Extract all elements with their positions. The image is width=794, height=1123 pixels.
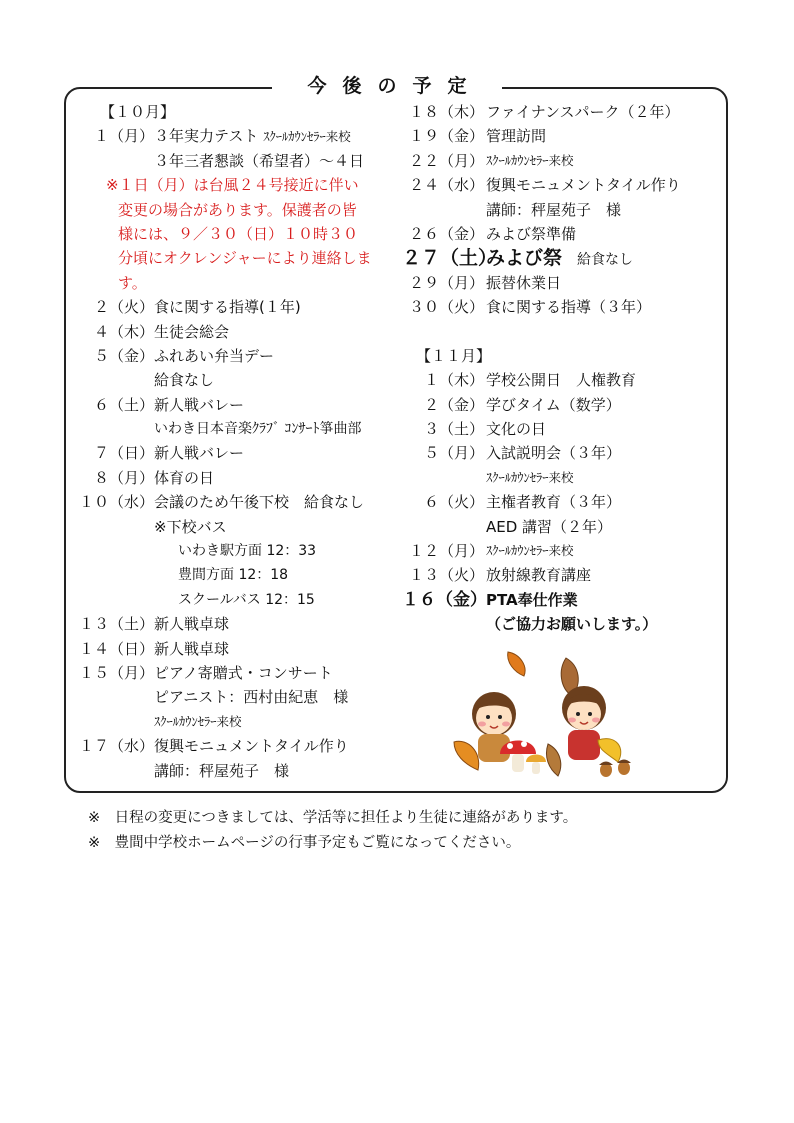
list-item: ２４（水） 復興モニュメントタイル作り — [408, 176, 681, 195]
notice-line: 変更の場合があります。保護者の皆 — [118, 200, 357, 219]
list-item: １３（土） 新人戦卓球 — [78, 615, 230, 634]
notice-line: す。 — [118, 273, 147, 292]
list-item: 豊間方面 12：18 — [178, 567, 289, 584]
list-item: ６（土） 新人戦バレー — [93, 395, 245, 414]
list-item: いわき駅方面 12：33 — [178, 543, 317, 560]
list-item: 講師：秤屋苑子 様 — [486, 200, 622, 219]
page-title: 今後の予定 — [272, 72, 502, 100]
list-item: １４（日） 新人戦卓球 — [78, 639, 230, 658]
list-item: ２６（金） みよび祭準備 — [408, 224, 577, 243]
list-item: ４（木） 生徒会総会 — [93, 322, 230, 341]
autumn-children-illustration — [448, 644, 638, 784]
list-item: １２（月） ｽｸｰﾙｶｳﾝｾﾗｰ来校 — [408, 542, 574, 561]
list-item: いわき日本音楽ｸﾗﾌﾞ ｺﾝｻｰﾄ箏曲部 — [154, 421, 362, 438]
notice-line: ※１日（月）は台風２４号接近に伴い — [106, 176, 359, 195]
footer-notes — [88, 806, 728, 856]
list-item: ※下校バス — [154, 517, 227, 536]
list-item: １３（火） 放射線教育講座 — [408, 566, 592, 585]
october-column — [70, 100, 402, 783]
list-item: 講師：秤屋苑子 様 — [154, 761, 290, 780]
list-item: ｽｸｰﾙｶｳﾝｾﾗｰ来校 — [486, 469, 574, 485]
list-item: （ご協力お願いします。） — [486, 615, 658, 634]
notice-line: 様には、９／３０（日）１０時３０ — [118, 224, 359, 243]
list-item: １９（金） 管理訪問 — [408, 127, 547, 146]
note-line: ※ 豊間中学校ホームページの行事予定もご覧になってください。 — [88, 835, 521, 851]
list-item: スクールバス 12：15 — [178, 591, 315, 608]
list-item: ３０（火） 食に関する指導（３年） — [408, 298, 652, 317]
festival-item: ２７（土） みよび祭 給食なし — [402, 247, 634, 270]
list-item: １８（木） ファイナンスパーク（２年） — [408, 103, 680, 121]
list-item: １（木） 学校公開日 人権教育 — [423, 371, 637, 390]
notice-line: 分頃にオクレンジャーにより連絡しま — [118, 249, 372, 268]
list-item: １０（水） 会議のため午後下校 給食なし — [78, 493, 365, 512]
list-item: ７（日） 新人戦バレー — [93, 444, 245, 463]
list-item: ６（火） 主権者教育（３年） — [423, 493, 622, 512]
list-item: ２（火） 食に関する指導(１年) — [93, 298, 301, 317]
list-item: ｽｸｰﾙｶｳﾝｾﾗｰ来校 — [154, 713, 242, 729]
list-item: AED 講習（２年） — [486, 517, 613, 536]
list-item: １５（月） ピアノ寄贈式・コンサート — [78, 663, 333, 682]
list-item: ２９（月） 振替休業日 — [408, 273, 562, 292]
list-item: 給食なし — [154, 371, 215, 390]
list-item: ５（金） ふれあい弁当デー — [93, 346, 275, 365]
list-item: ３（土） 文化の日 — [423, 420, 547, 439]
list-item: １６（金） PTA奉仕作業 — [402, 589, 578, 610]
list-item: １７（水） 復興モニュメントタイル作り — [78, 737, 349, 756]
october-heading: 【１０月】 — [100, 103, 176, 121]
november-heading: 【１１月】 — [416, 346, 492, 365]
right-column — [402, 100, 722, 637]
list-item: ２（金） 学びタイム（数学） — [423, 395, 621, 414]
list-item: ５（月） 入試説明会（３年） — [423, 444, 622, 463]
list-item: ３年三者懇談（希望者）～４日 — [154, 151, 365, 170]
list-item: ピアニスト：西村由紀恵 様 — [154, 688, 349, 707]
list-item: ８（月） 体育の日 — [93, 468, 215, 487]
list-item: ２２（月） ｽｸｰﾙｶｳﾝｾﾗｰ来校 — [408, 151, 574, 170]
note-line: ※ 日程の変更につきましては、学活等に担任より生徒に連絡があります。 — [88, 810, 578, 826]
list-item: １（月） ３年実力テスト ｽｸｰﾙｶｳﾝｾﾗｰ来校 — [93, 127, 351, 146]
